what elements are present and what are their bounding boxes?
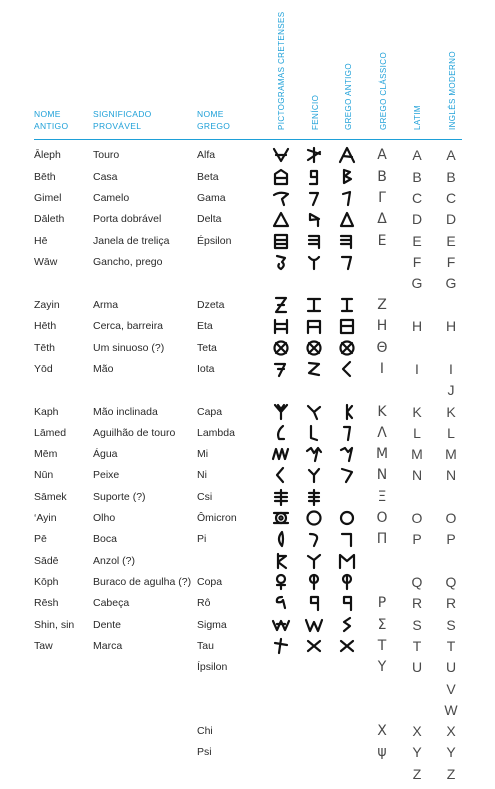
kaph-pict-glyph <box>270 403 292 421</box>
gimel-pict-icon <box>270 189 292 207</box>
taw-phoen-glyph <box>303 637 325 655</box>
header-significado: SIGNIFICADO PROVÁVEL <box>93 109 152 131</box>
classical-greek-letter: Ρ <box>377 595 387 611</box>
ayin-phoen-glyph <box>303 509 325 527</box>
taw-phoen-icon <box>303 637 325 655</box>
mem-pict-glyph <box>270 445 292 463</box>
pe-archaic-glyph <box>336 530 358 548</box>
classical-greek-letter: Μ <box>375 446 389 462</box>
mem-pict-icon <box>270 445 292 463</box>
lamed-pict-icon <box>270 424 292 442</box>
ancient-name: Pē <box>34 533 47 545</box>
modern-english-letter: T <box>446 638 456 654</box>
ancient-name: Sādē <box>34 555 59 567</box>
shin-archaic-glyph <box>336 616 358 634</box>
ancient-name: Kaph <box>34 406 59 418</box>
probable-meaning: Suporte (?) <box>93 491 146 503</box>
classical-greek-letter: Γ <box>378 190 386 206</box>
yod-phoen-icon <box>303 360 325 378</box>
resh-pict-glyph <box>270 594 292 612</box>
zayin-pict-icon <box>270 296 292 314</box>
koph-archaic-icon <box>336 573 358 591</box>
gimel-archaic-icon <box>336 189 358 207</box>
latin-letter: R <box>411 595 423 611</box>
ancient-name: Tēth <box>34 342 56 354</box>
probable-meaning: Peixe <box>93 469 120 481</box>
daleth-phoen-glyph <box>303 210 325 228</box>
samek-phoen-icon <box>303 488 325 506</box>
latin-letter: I <box>415 361 419 377</box>
ayin-phoen-icon <box>303 509 325 527</box>
probable-meaning: Janela de treliça <box>93 235 170 247</box>
kaph-pict-icon <box>270 403 292 421</box>
ancient-name: Hēth <box>34 320 57 332</box>
kaph-phoen-icon <box>303 403 325 421</box>
he-archaic-icon <box>336 232 358 250</box>
heth-pict-glyph <box>270 317 292 335</box>
beth-archaic-glyph <box>336 168 358 186</box>
latin-letter: K <box>412 404 422 420</box>
sade-phoen-glyph <box>303 552 325 570</box>
probable-meaning: Anzol (?) <box>93 555 136 567</box>
daleth-pict-icon <box>270 210 292 228</box>
sade-archaic-icon <box>336 552 358 570</box>
beth-phoen-icon <box>303 168 325 186</box>
kaph-archaic-glyph <box>336 403 358 421</box>
greek-name: Chi <box>197 725 213 737</box>
latin-letter: X <box>412 723 422 739</box>
probable-meaning: Marca <box>93 640 123 652</box>
daleth-phoen-icon <box>303 210 325 228</box>
modern-english-letter: E <box>446 233 456 249</box>
nun-phoen-icon <box>303 466 325 484</box>
greek-name: Ômicron <box>197 512 237 524</box>
greek-name: Alfa <box>197 149 216 161</box>
probable-meaning: Olho <box>93 512 116 524</box>
latin-letter: T <box>412 638 422 654</box>
latin-letter: Q <box>411 574 423 590</box>
classical-greek-letter: ψ <box>377 744 387 760</box>
ancient-name: Nūn <box>34 469 54 481</box>
probable-meaning: Arma <box>93 299 119 311</box>
modern-english-letter: B <box>446 169 456 185</box>
resh-archaic-glyph <box>336 594 358 612</box>
latin-letter: Z <box>412 766 422 782</box>
probable-meaning: Boca <box>93 533 117 545</box>
beth-phoen-glyph <box>303 168 325 186</box>
taw-archaic-icon <box>336 637 358 655</box>
daleth-pict-glyph <box>270 210 292 228</box>
greek-name: Dzeta <box>197 299 225 311</box>
ancient-name: ‘Ayin <box>34 512 57 524</box>
pe-archaic-icon <box>336 530 358 548</box>
classical-greek-letter: Δ <box>377 211 387 227</box>
aleph-phoen-glyph <box>303 146 325 164</box>
heth-phoen-glyph <box>303 317 325 335</box>
greek-name: Eta <box>197 320 213 332</box>
resh-archaic-icon <box>336 594 358 612</box>
kaph-phoen-glyph <box>303 403 325 421</box>
classical-greek-letter: Ε <box>377 233 387 249</box>
gimel-archaic-glyph <box>336 189 358 207</box>
shin-phoen-glyph <box>303 616 325 634</box>
modern-english-letter: J <box>447 382 455 398</box>
ancient-name: Āleph <box>34 149 61 161</box>
waw-phoen-icon <box>303 253 325 271</box>
probable-meaning: Porta dobrável <box>93 213 162 225</box>
sade-phoen-icon <box>303 552 325 570</box>
he-pict-icon <box>270 232 292 250</box>
nun-phoen-glyph <box>303 466 325 484</box>
header-pictogramas: PICTOGRAMAS CRETENSES <box>277 11 286 130</box>
greek-name: Sigma <box>197 619 227 631</box>
pe-pict-glyph <box>270 530 292 548</box>
resh-phoen-icon <box>303 594 325 612</box>
greek-name: Iota <box>197 363 215 375</box>
zayin-pict-glyph <box>270 296 292 314</box>
latin-letter: U <box>411 659 423 675</box>
mem-phoen-glyph <box>303 445 325 463</box>
shin-pict-icon <box>270 616 292 634</box>
header-rule <box>34 139 462 140</box>
probable-meaning: Cabeça <box>93 597 130 609</box>
samek-pict-icon <box>270 488 292 506</box>
shin-phoen-icon <box>303 616 325 634</box>
classical-greek-letter: Ν <box>376 467 388 483</box>
sade-pict-icon <box>270 552 292 570</box>
gimel-pict-glyph <box>270 189 292 207</box>
classical-greek-letter: Π <box>376 531 388 547</box>
greek-name: Teta <box>197 342 217 354</box>
he-archaic-glyph <box>336 232 358 250</box>
teth-phoen-icon <box>303 339 325 357</box>
resh-phoen-glyph <box>303 594 325 612</box>
latin-letter: D <box>411 211 423 227</box>
classical-greek-letter: Θ <box>376 340 388 356</box>
ayin-archaic-glyph <box>336 509 358 527</box>
modern-english-letter: A <box>446 147 456 163</box>
ancient-name: Mēm <box>34 448 58 460</box>
ancient-name: Sāmek <box>34 491 67 503</box>
latin-letter: P <box>412 531 422 547</box>
classical-greek-letter: Η <box>376 318 388 334</box>
taw-pict-icon <box>270 637 292 655</box>
classical-greek-letter: Λ <box>377 425 387 441</box>
modern-english-letter: V <box>446 681 456 697</box>
greek-name: Épsilon <box>197 235 232 247</box>
waw-pict-icon <box>270 253 292 271</box>
greek-name: Tau <box>197 640 214 652</box>
classical-greek-letter: Ο <box>376 510 388 526</box>
sade-archaic-glyph <box>336 552 358 570</box>
greek-name: Gama <box>197 192 226 204</box>
yod-phoen-glyph <box>303 360 325 378</box>
sade-pict-glyph <box>270 552 292 570</box>
probable-meaning: Touro <box>93 149 120 161</box>
latin-letter: N <box>411 467 423 483</box>
lamed-archaic-glyph <box>336 424 358 442</box>
greek-name: Copa <box>197 576 223 588</box>
modern-english-letter: R <box>445 595 457 611</box>
he-phoen-icon <box>303 232 325 250</box>
latin-letter: L <box>413 425 421 441</box>
shin-archaic-icon <box>336 616 358 634</box>
ancient-name: Shin, sin <box>34 619 75 631</box>
mem-archaic-glyph <box>336 445 358 463</box>
classical-greek-letter: Ι <box>379 361 385 377</box>
probable-meaning: Água <box>93 448 118 460</box>
modern-english-letter: U <box>445 659 457 675</box>
latin-letter: H <box>411 318 423 334</box>
modern-english-letter: O <box>445 510 457 526</box>
he-phoen-glyph <box>303 232 325 250</box>
classical-greek-letter: Σ <box>377 617 387 633</box>
daleth-archaic-glyph <box>336 210 358 228</box>
pe-pict-icon <box>270 530 292 548</box>
probable-meaning: Casa <box>93 171 118 183</box>
heth-pict-icon <box>270 317 292 335</box>
nun-pict-icon <box>270 466 292 484</box>
lamed-phoen-icon <box>303 424 325 442</box>
classical-greek-letter: Υ <box>377 659 387 675</box>
samek-pict-glyph <box>270 488 292 506</box>
greek-name: Rô <box>197 597 211 609</box>
nun-pict-glyph <box>270 466 292 484</box>
aleph-pict-icon <box>270 146 292 164</box>
ancient-name: Lāmed <box>34 427 67 439</box>
nun-archaic-icon <box>336 466 358 484</box>
probable-meaning: Cerca, barreira <box>93 320 164 332</box>
greek-name: Ípsilon <box>197 661 228 673</box>
koph-phoen-glyph <box>303 573 325 591</box>
heth-archaic-glyph <box>336 317 358 335</box>
heth-archaic-icon <box>336 317 358 335</box>
heth-phoen-icon <box>303 317 325 335</box>
classical-greek-letter: Β <box>377 169 387 185</box>
ayin-pict-glyph <box>270 509 292 527</box>
probable-meaning: Dente <box>93 619 122 631</box>
modern-english-letter: K <box>446 404 456 420</box>
greek-name: Psi <box>197 746 212 758</box>
koph-pict-glyph <box>270 573 292 591</box>
modern-english-letter: I <box>449 361 453 377</box>
ancient-name: Dāleth <box>34 213 65 225</box>
probable-meaning: Aguilhão de touro <box>93 427 176 439</box>
latin-letter: S <box>412 617 422 633</box>
gimel-phoen-icon <box>303 189 325 207</box>
aleph-phoen-icon <box>303 146 325 164</box>
modern-english-letter: P <box>446 531 456 547</box>
modern-english-letter: Q <box>445 574 457 590</box>
yod-pict-icon <box>270 360 292 378</box>
latin-letter: O <box>411 510 423 526</box>
beth-archaic-icon <box>336 168 358 186</box>
modern-english-letter: Y <box>446 744 456 760</box>
latin-letter: G <box>411 275 423 291</box>
greek-name: Beta <box>197 171 219 183</box>
probable-meaning: Buraco de agulha (?) <box>93 576 192 588</box>
he-pict-glyph <box>270 232 292 250</box>
nun-archaic-glyph <box>336 466 358 484</box>
greek-name: Ni <box>197 469 207 481</box>
latin-letter: Y <box>412 744 422 760</box>
waw-phoen-glyph <box>303 253 325 271</box>
yod-pict-glyph <box>270 360 292 378</box>
header-latim: LATIM <box>413 105 422 130</box>
aleph-pict-glyph <box>270 146 292 164</box>
greek-name: Capa <box>197 406 223 418</box>
koph-archaic-glyph <box>336 573 358 591</box>
mem-archaic-icon <box>336 445 358 463</box>
ancient-name: Yōd <box>34 363 53 375</box>
modern-english-letter: L <box>447 425 455 441</box>
teth-phoen-glyph <box>303 339 325 357</box>
lamed-phoen-glyph <box>303 424 325 442</box>
greek-name: Csi <box>197 491 213 503</box>
aleph-archaic-glyph <box>336 146 358 164</box>
zayin-archaic-glyph <box>336 296 358 314</box>
modern-english-letter: N <box>445 467 457 483</box>
modern-english-letter: M <box>445 446 457 462</box>
aleph-archaic-icon <box>336 146 358 164</box>
greek-name: Mi <box>197 448 209 460</box>
probable-meaning: Mão <box>93 363 114 375</box>
modern-english-letter: G <box>445 275 457 291</box>
teth-pict-icon <box>270 339 292 357</box>
waw-pict-glyph <box>270 253 292 271</box>
resh-pict-icon <box>270 594 292 612</box>
pe-phoen-glyph <box>303 530 325 548</box>
ancient-name: Wāw <box>34 256 58 268</box>
teth-archaic-glyph <box>336 339 358 357</box>
probable-meaning: Um sinuoso (?) <box>93 342 165 354</box>
modern-english-letter: D <box>445 211 457 227</box>
header-grego-antigo: GREGO ANTIGO <box>344 62 353 130</box>
modern-english-letter: H <box>445 318 457 334</box>
taw-archaic-glyph <box>336 637 358 655</box>
header-nome-antigo: NOME ANTIGO <box>34 109 69 131</box>
probable-meaning: Camelo <box>93 192 130 204</box>
ancient-name: Hē <box>34 235 48 247</box>
classical-greek-letter: Κ <box>377 404 387 420</box>
mem-phoen-icon <box>303 445 325 463</box>
zayin-archaic-icon <box>336 296 358 314</box>
ancient-name: Kōph <box>34 576 59 588</box>
latin-letter: E <box>412 233 422 249</box>
gimel-phoen-glyph <box>303 189 325 207</box>
teth-archaic-icon <box>336 339 358 357</box>
modern-english-letter: X <box>446 723 456 739</box>
ancient-name: Zayin <box>34 299 60 311</box>
classical-greek-letter: Τ <box>377 638 387 654</box>
classical-greek-letter: Ζ <box>377 297 387 313</box>
header-ingles: INGLÊS MODERNO <box>448 51 457 130</box>
latin-letter: C <box>411 190 423 206</box>
modern-english-letter: S <box>446 617 456 633</box>
shin-pict-glyph <box>270 616 292 634</box>
waw-archaic-icon <box>336 253 358 271</box>
latin-letter: M <box>411 446 423 462</box>
kaph-archaic-icon <box>336 403 358 421</box>
latin-letter: A <box>412 147 422 163</box>
yod-archaic-glyph <box>336 360 358 378</box>
greek-name: Lambda <box>197 427 235 439</box>
modern-english-letter: F <box>446 254 456 270</box>
ancient-name: Gimel <box>34 192 62 204</box>
probable-meaning: Mão inclinada <box>93 406 158 418</box>
modern-english-letter: Z <box>446 766 456 782</box>
daleth-archaic-icon <box>336 210 358 228</box>
classical-greek-letter: Ξ <box>377 489 387 505</box>
header-nome-grego: NOME GREGO <box>197 109 231 131</box>
modern-english-letter: W <box>444 702 458 718</box>
samek-phoen-glyph <box>303 488 325 506</box>
greek-name: Pi <box>197 533 207 545</box>
ancient-name: Bēth <box>34 171 56 183</box>
zayin-phoen-glyph <box>303 296 325 314</box>
probable-meaning: Gancho, prego <box>93 256 163 268</box>
pe-phoen-icon <box>303 530 325 548</box>
header-fenicio: FENÍCIO <box>311 94 320 130</box>
koph-pict-icon <box>270 573 292 591</box>
taw-pict-glyph <box>270 637 292 655</box>
lamed-archaic-icon <box>336 424 358 442</box>
classical-greek-letter: Χ <box>377 723 387 739</box>
greek-name: Delta <box>197 213 222 225</box>
zayin-phoen-icon <box>303 296 325 314</box>
waw-archaic-glyph <box>336 253 358 271</box>
koph-phoen-icon <box>303 573 325 591</box>
classical-greek-letter: Α <box>377 147 387 163</box>
header-grego-classico: GREGO CLÁSSICO <box>379 51 388 130</box>
latin-letter: B <box>412 169 422 185</box>
modern-english-letter: C <box>445 190 457 206</box>
latin-letter: F <box>412 254 422 270</box>
beth-pict-icon <box>270 168 292 186</box>
ayin-pict-icon <box>270 509 292 527</box>
yod-archaic-icon <box>336 360 358 378</box>
beth-pict-glyph <box>270 168 292 186</box>
ancient-name: Taw <box>34 640 53 652</box>
ancient-name: Rēsh <box>34 597 59 609</box>
teth-pict-glyph <box>270 339 292 357</box>
lamed-pict-glyph <box>270 424 292 442</box>
ayin-archaic-icon <box>336 509 358 527</box>
